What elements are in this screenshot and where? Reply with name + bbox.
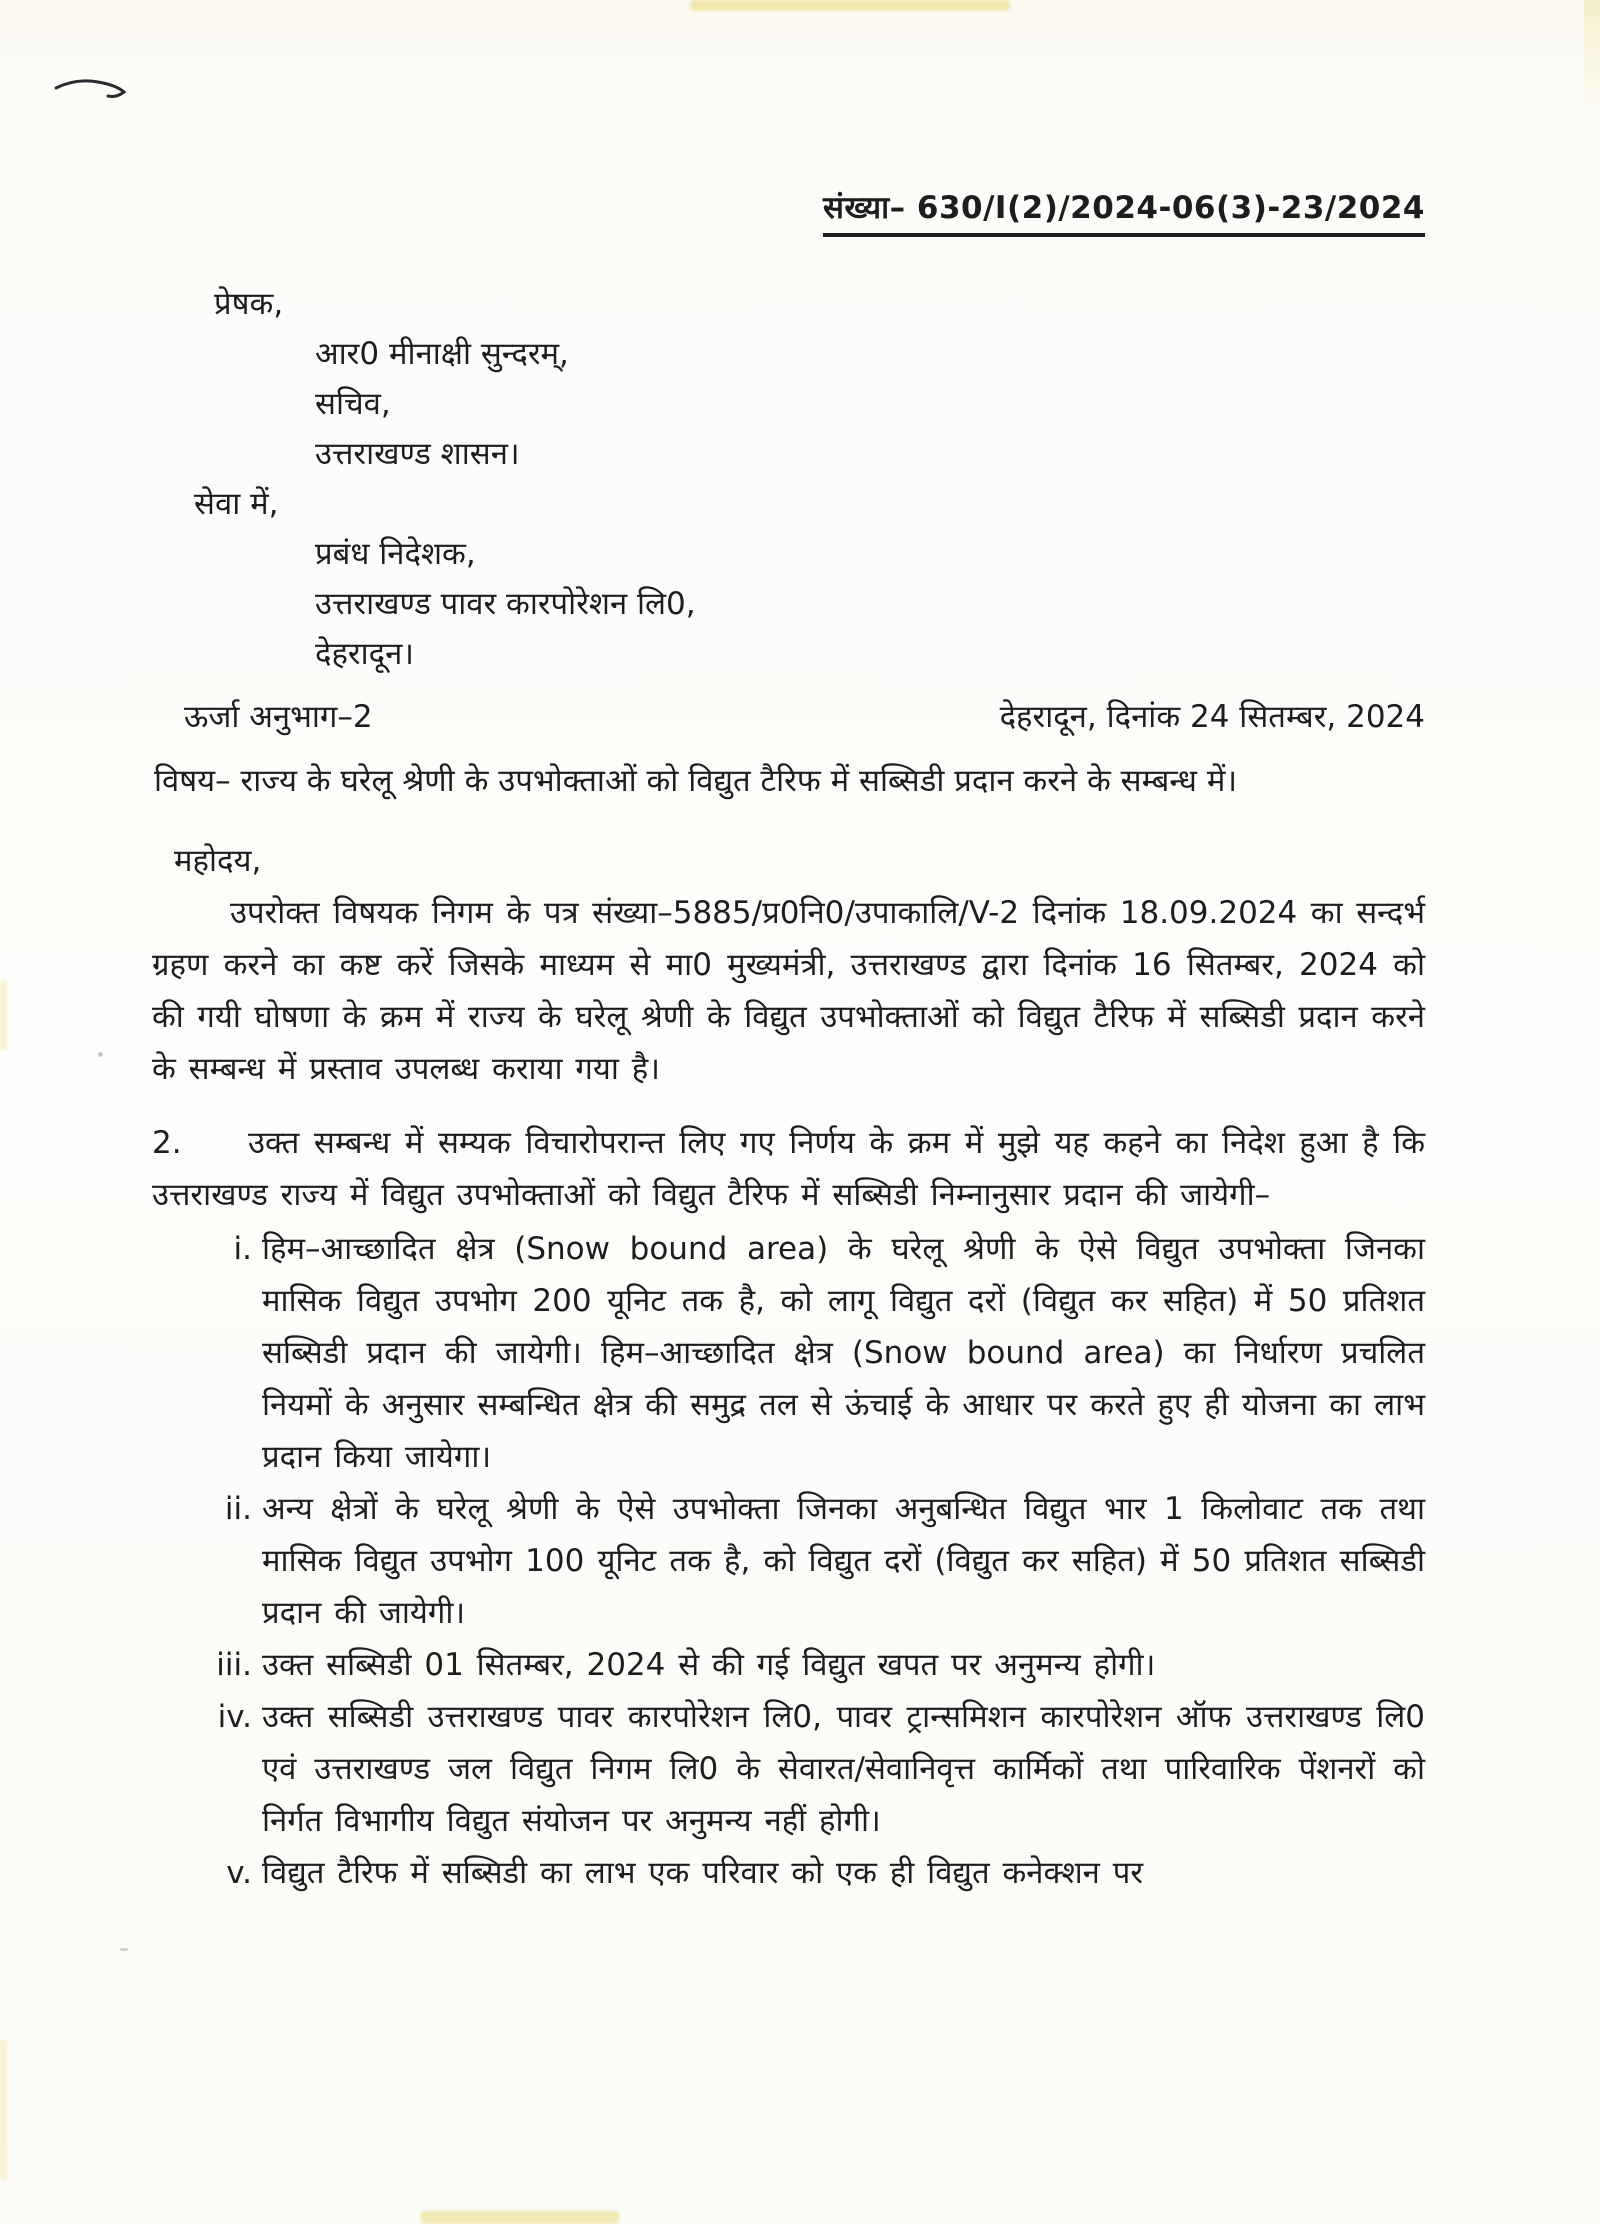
scan-speck: [120, 1948, 128, 1951]
recipient-city: देहरादून।: [315, 636, 415, 672]
recipient-label: सेवा में,: [194, 486, 279, 522]
list-item-marker: iv.: [217, 1699, 252, 1735]
list-item-marker: ii.: [224, 1491, 252, 1527]
sender-label: प्रेषक,: [214, 286, 284, 322]
recipient-designation: प्रबंध निदेशक,: [315, 536, 476, 572]
list-item-text: अन्य क्षेत्रों के घरेलू श्रेणी के ऐसे उपभोक्ता जिनका अनुबन्धित विद्युत भार 1 किलोवाट तक तथा मासिक विद्युत उपभोग 100 यूनिट तक है, को विद्युत दरों (विद्युत कर सहित) में 50 प्रतिशत सब्सिडी प्रदान की जायेगी।: [262, 1491, 1425, 1631]
list-item: [152, 1639, 1425, 1691]
scan-artifact-left-smudge: [0, 2040, 7, 2180]
salutation: महोदय,: [174, 843, 262, 879]
sender-designation: सचिव,: [315, 386, 391, 422]
paragraph-1: उपरोक्त विषयक निगम के पत्र संख्या–5885/प्र0नि0/उपाकालि/V-2 दिनांक 18.09.2024 का सन्दर्भ ग्रहण करने का कष्ट करें जिसके माध्यम से मा0 मुख्यमंत्री, उत्तराखण्ड द्वारा दिनांक 16 सितम्बर, 2024 को की गयी घोषणा के क्रम में राज्य के घरेलू श्रेणी के विद्युत उपभोक्ताओं को विद्युत टैरिफ में सब्सिडी प्रदान करने के सम्बन्ध में प्रस्ताव उपलब्ध कराया गया है।: [152, 895, 1425, 1087]
paragraph-2-number: 2.: [152, 1125, 182, 1161]
scan-artifact-left-smudge: [0, 980, 7, 1050]
department-section: ऊर्जा अनुभाग–2: [184, 699, 373, 735]
list-item: [152, 1483, 1425, 1639]
paragraph-2-text: उक्त सम्बन्ध में सम्यक विचारोपरान्त लिए गए निर्णय के क्रम में मुझे यह कहने का निदेश हुआ है कि उत्तराखण्ड राज्य में विद्युत उपभोक्ताओं को विद्युत टैरिफ में सब्सिडी निम्नानुसार प्रदान की जायेगी–: [152, 1125, 1425, 1213]
list-item-marker: v.: [226, 1855, 252, 1891]
subject-line: विषय– राज्य के घरेलू श्रेणी के उपभोक्ताओं को विद्युत टैरिफ में सब्सिडी प्रदान करने के सम्बन्ध में।: [154, 763, 1238, 799]
list-item-marker: i.: [233, 1231, 252, 1267]
list-item-text: उक्त सब्सिडी 01 सितम्बर, 2024 से की गई विद्युत खपत पर अनुमन्य होगी।: [262, 1647, 1156, 1683]
reference-number: संख्या– 630/I(2)/2024-06(3)-23/2024: [823, 186, 1425, 237]
place-and-date: देहरादून, दिनांक 24 सितम्बर, 2024: [999, 699, 1425, 735]
list-item-marker: iii.: [216, 1647, 252, 1683]
scan-speck: [98, 1052, 103, 1057]
handwritten-pen-mark: [52, 72, 142, 114]
subsidy-conditions-list: [152, 1223, 1425, 1899]
section-date-row: [152, 691, 1425, 743]
list-item: [152, 1691, 1425, 1847]
reference-row: [152, 0, 1425, 237]
recipient-organization: उत्तराखण्ड पावर कारपोरेशन लि0,: [315, 586, 696, 622]
letter-content: [152, 0, 1425, 1899]
scan-artifact-bottom-smudge: [420, 2211, 620, 2224]
list-item-text: हिम–आच्छादित क्षेत्र (Snow bound area) के घरेलू श्रेणी के ऐसे विद्युत उपभोक्ता जिनका मासिक विद्युत उपभोग 200 यूनिट तक है, को लागू विद्युत दरों (विद्युत कर सहित) में 50 प्रतिशत सब्सिडी प्रदान की जायेगी। हिम–आच्छादित क्षेत्र (Snow bound area) का निर्धारण प्रचलित नियमों के अनुसार सम्बन्धित क्षेत्र की समुद्र तल से ऊंचाई के आधार पर करते हुए ही योजना का लाभ प्रदान किया जायेगा।: [262, 1231, 1425, 1475]
list-item: [152, 1223, 1425, 1483]
list-item: [152, 1847, 1425, 1899]
paragraph-2: [152, 1117, 1425, 1221]
list-item-text: विद्युत टैरिफ में सब्सिडी का लाभ एक परिवार को एक ही विद्युत कनेक्शन पर: [262, 1855, 1143, 1891]
sender-organization: उत्तराखण्ड शासन।: [315, 436, 520, 472]
sender-name: आर0 मीनाक्षी सुन्दरम्,: [315, 336, 569, 372]
list-item-text: उक्त सब्सिडी उत्तराखण्ड पावर कारपोरेशन लि0, पावर ट्रान्समिशन कारपोरेशन ऑफ उत्तराखण्ड लि0 एवं उत्तराखण्ड जल विद्युत निगम लि0 के सेवारत/सेवानिवृत्त कार्मिकों तथा पारिवारिक पेंशनरों को निर्गत विभागीय विद्युत संयोजन पर अनुमन्य नहीं होगी।: [262, 1699, 1425, 1839]
scan-artifact-top-right-tint: [1584, 0, 1600, 120]
